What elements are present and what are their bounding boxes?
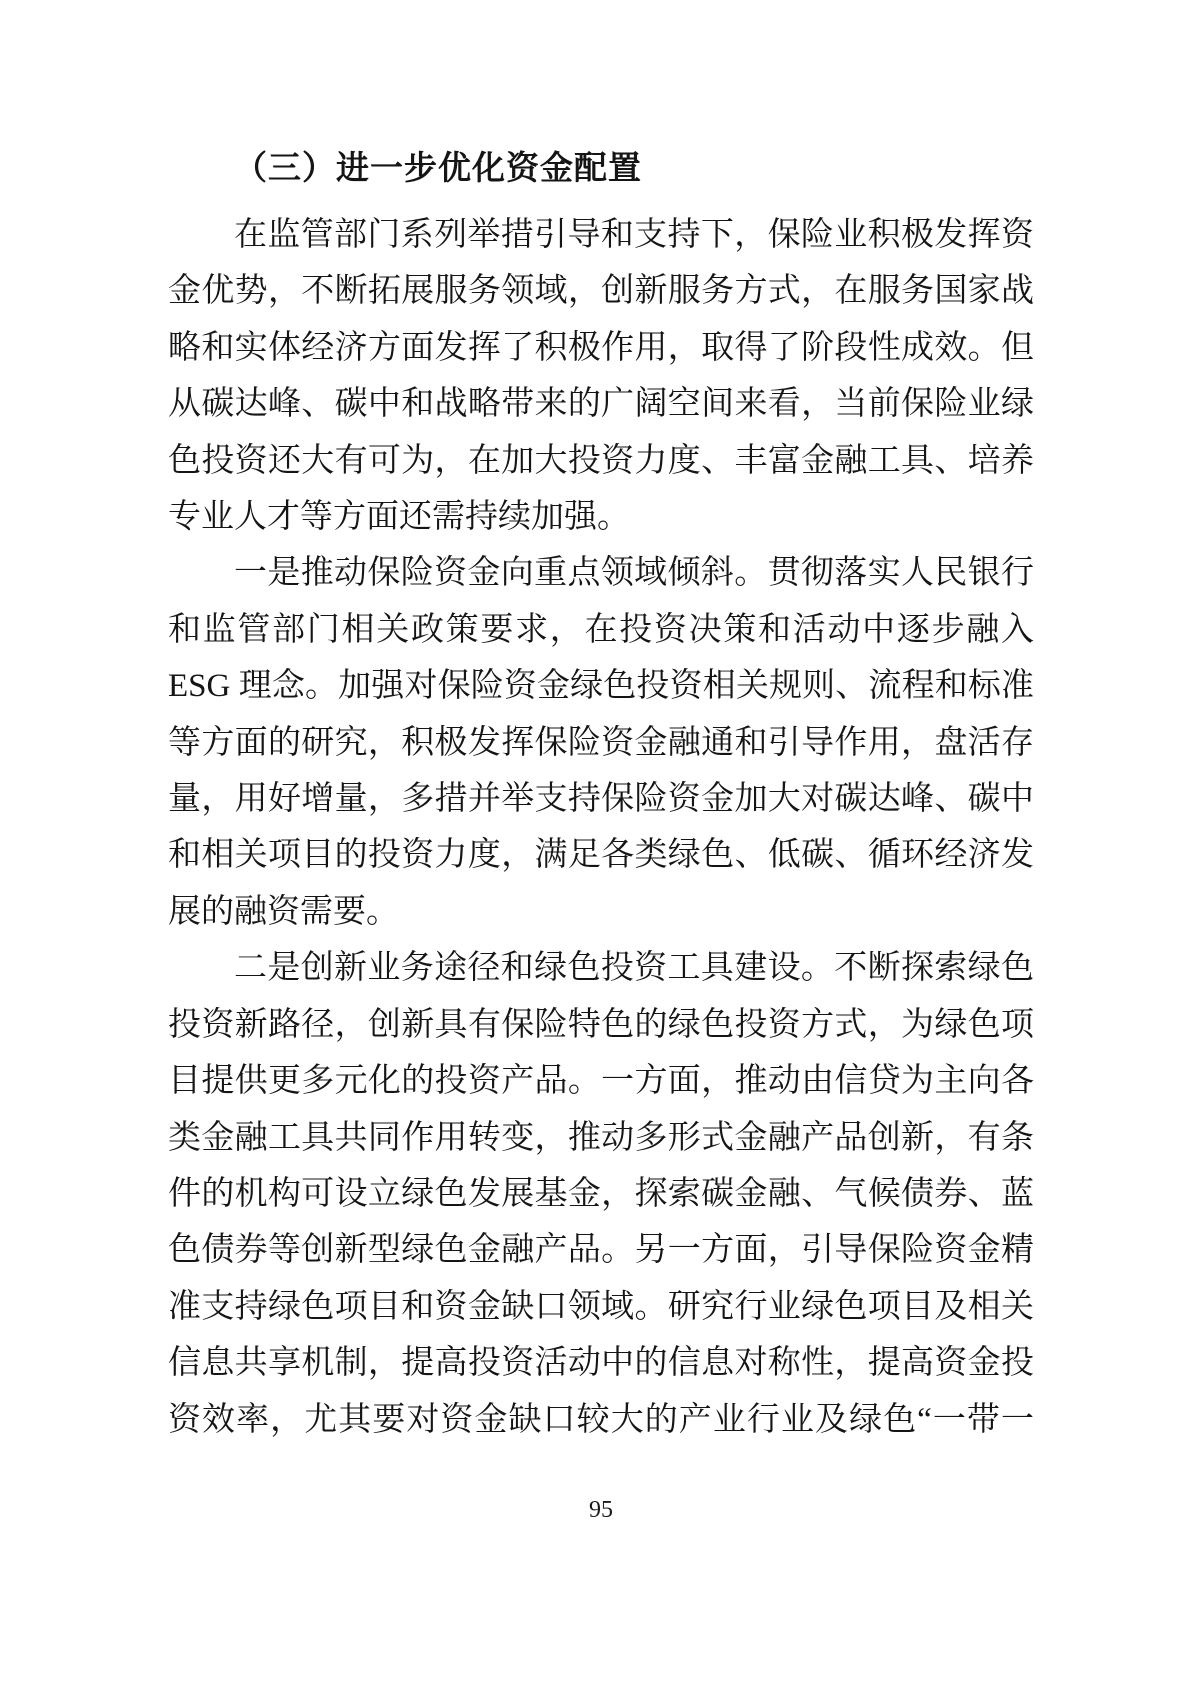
text-line: 色债券等创新型绿色金融产品。另一方面，引导保险资金精 (168, 1232, 1034, 1269)
text-line: 投资新路径，创新具有保险特色的绿色投资方式，为绿色项 (168, 1006, 1034, 1043)
text-line: 等方面的研究，积极发挥保险资金融通和引导作用，盘活存 (168, 724, 1034, 761)
text-line: 量，用好增量，多措并举支持保险资金加大对碳达峰、碳中 (168, 781, 1034, 818)
text-line: 信息共享机制，提高投资活动中的信息对称性，提高资金投 (168, 1345, 1034, 1382)
page-number: 95 (589, 1497, 613, 1523)
text-line: 从碳达峰、碳中和战略带来的广阔空间来看，当前保险业绿 (168, 386, 1034, 423)
text-line: 展的融资需要。 (168, 893, 399, 930)
page-content (168, 141, 1034, 1448)
text-line: 二是创新业务途径和绿色投资工具建设。不断探索绿色 (234, 950, 1034, 987)
text-line: 专业人才等方面还需持续加强。 (168, 499, 630, 536)
text-line: 色投资还大有可为，在加大投资力度、丰富金融工具、培养 (168, 442, 1034, 479)
text-line: 和监管部门相关政策要求，在投资决策和活动中逐步融入 (168, 611, 1034, 648)
text-line: 准支持绿色项目和资金缺口领域。研究行业绿色项目及相关 (168, 1288, 1034, 1325)
text-line: 一是推动保险资金向重点领域倾斜。贯彻落实人民银行 (234, 555, 1034, 592)
text-line: 金优势，不断拓展服务领域，创新服务方式，在服务国家战 (168, 273, 1034, 310)
text-line: 件的机构可设立绿色发展基金，探索碳金融、气候债券、蓝 (168, 1175, 1034, 1212)
document-body (168, 207, 1034, 1448)
text-line: 类金融工具共同作用转变，推动多形式金融产品创新，有条 (168, 1119, 1034, 1156)
text-line: 目提供更多元化的投资产品。一方面，推动由信贷为主向各 (168, 1063, 1034, 1100)
text-line: 和相关项目的投资力度，满足各类绿色、低碳、循环经济发 (168, 837, 1034, 874)
text-line: 资效率，尤其要对资金缺口较大的产业行业及绿色“一带一 (168, 1401, 1034, 1438)
text-line: 略和实体经济方面发挥了积极作用，取得了阶段性成效。但 (168, 329, 1034, 366)
section-heading: （三）进一步优化资金配置 (234, 151, 642, 187)
text-line: 在监管部门系列举措引导和支持下，保险业积极发挥资 (234, 217, 1034, 253)
text-line: ESG 理念。加强对保险资金绿色投资相关规则、流程和标准 (168, 668, 1034, 705)
